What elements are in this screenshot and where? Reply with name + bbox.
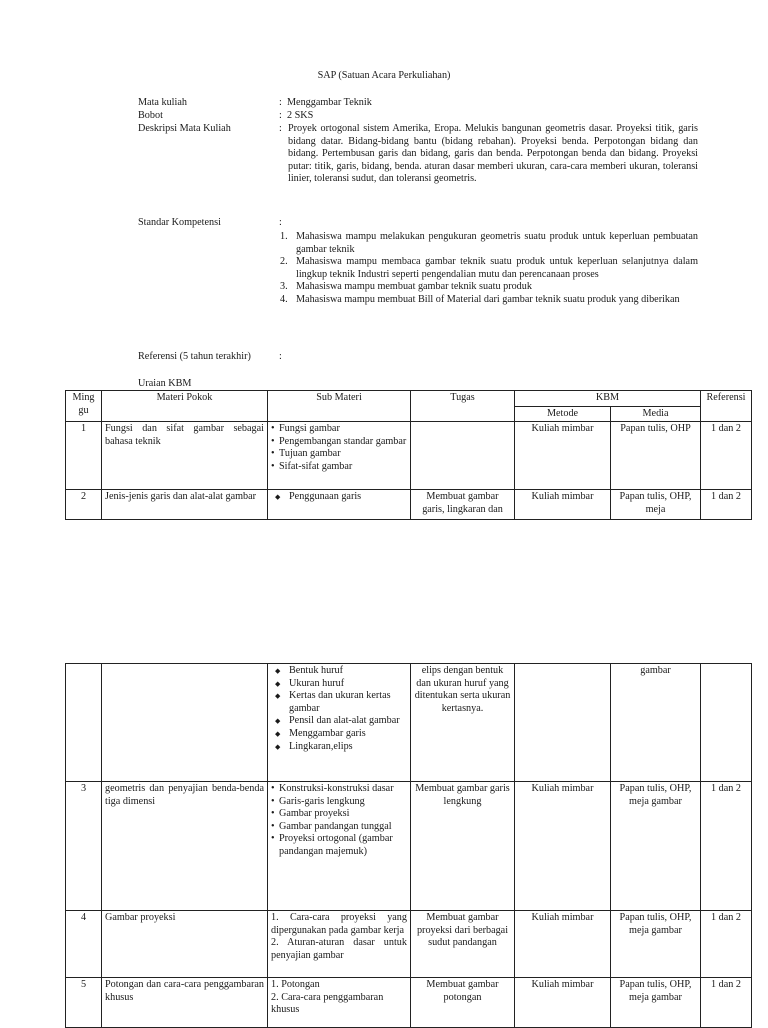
colon: : (279, 110, 282, 121)
header-metode: Metode (515, 406, 611, 422)
colon: : (279, 351, 282, 362)
document-title: SAP (Satuan Acara Perkuliahan) (317, 70, 451, 81)
table-row: 2 Jenis-jenis garis dan alat-alat gambar ◆ Penggunaan garis Membuat gambar garis, lingkaran dan Kuliah mimbar Papan tulis, OHP, meja 1 dan 2 (66, 490, 752, 520)
header-sub-materi: Sub Materi (268, 391, 411, 422)
header-materi-pokok: Materi Pokok (102, 391, 268, 422)
bobot-value: 2 SKS (287, 110, 314, 121)
header-tugas: Tugas (411, 391, 515, 422)
header-media: Media (611, 406, 701, 422)
mata-kuliah-value: Menggambar Teknik (287, 97, 372, 108)
deskripsi-label: Deskripsi Mata Kuliah (138, 123, 231, 134)
colon: : (279, 97, 282, 108)
colon: : (279, 217, 282, 228)
kbm-table-part2 (65, 663, 752, 1028)
table-row: ◆ Bentuk huruf ◆ Ukuran huruf ◆ Kertas dan ukuran kertas gambar ◆ Pensil dan alat-alat gambar ◆ Menggambar garis ◆ Lingkaran,elips elips dengan bentuk dan ukuran huruf yang ditentukan serta ukuran kertasnya. gambar (66, 664, 752, 782)
list-item: 4. Mahasiswa mampu membuat Bill of Material dari gambar teknik suatu produk yang diberikan (280, 293, 680, 305)
header-minggu: Ming gu (66, 391, 102, 422)
kbm-table-part1 (65, 390, 752, 520)
list-item: 1. Mahasiswa mampu melakukan pengukuran geometris suatu produk untuk keperluan pembuatan gambar teknik (280, 231, 698, 255)
deskripsi-value: Proyek ortogonal sistem Amerika, Eropa. Melukis bangunan geometris dasar. Proyeksi titik, garis bidang datar. Bidang-bidang bantu (bidang rebahan). Proyeksi benda. Perpotongan bidang dan bidang. Pertembusan garis dan bidang, garis dan benda. Perpotongan benda dan bidang. Proyeksi putar: titik, garis, bidang, benda. aturan dasar memberi ukuran, cara-cara memberi ukuran, toleransi linier, toleransi sudut, dan toleransi geometris. (288, 123, 698, 185)
standar-kompetensi-list (277, 231, 698, 307)
list-item: 3. Mahasiswa mampu membuat gambar teknik suatu produk (280, 281, 532, 293)
colon: : (279, 123, 282, 134)
table-row: 4 Gambar proyeksi 1. Cara-cara proyeksi yang dipergunakan pada gambar kerja 2. Aturan-aturan dasar untuk penyajian gambar Membuat gambar proyeksi dari berbagai sudut pandangan Kuliah mimbar Papan tulis, OHP, meja gambar 1 dan 2 (66, 911, 752, 978)
list-item: 2. Mahasiswa mampu membaca gambar teknik suatu produk untuk keperluan selanjutnya dalam lingkup teknik Industri seperti pengendalian mutu dan perencanaan proses (280, 256, 698, 280)
table-row: 5 Potongan dan cara-cara penggambaran khusus 1. Potongan 2. Cara-cara penggambaran khusus Membuat gambar potongan Kuliah mimbar Papan tulis, OHP, meja gambar 1 dan 2 (66, 978, 752, 1028)
referensi-label: Referensi (5 tahun terakhir) (138, 351, 251, 362)
header-referensi: Referensi (701, 391, 752, 422)
mata-kuliah-label: Mata kuliah (138, 97, 187, 108)
standar-label: Standar Kompetensi (138, 217, 221, 228)
uraian-kbm-label: Uraian KBM (138, 378, 192, 389)
table-row: 3 geometris dan penyajian benda-benda tiga dimensi • Konstruksi-konstruksi dasar • Garis-garis lengkung • Gambar proyeksi • Gambar pandangan tunggal • Proyeksi ortogonal (gambar pandangan majemuk) Membuat gambar garis lengkung Kuliah mimbar Papan tulis, OHP, meja gambar 1 dan 2 (66, 782, 752, 911)
bobot-label: Bobot (138, 110, 163, 121)
table-row: 1 Fungsi dan sifat gambar sebagai bahasa teknik • Fungsi gambar • Pengembangan standar gambar • Tujuan gambar • Sifat-sifat gambar Kuliah mimbar Papan tulis, OHP 1 dan 2 (66, 422, 752, 490)
header-kbm: KBM (515, 391, 701, 407)
